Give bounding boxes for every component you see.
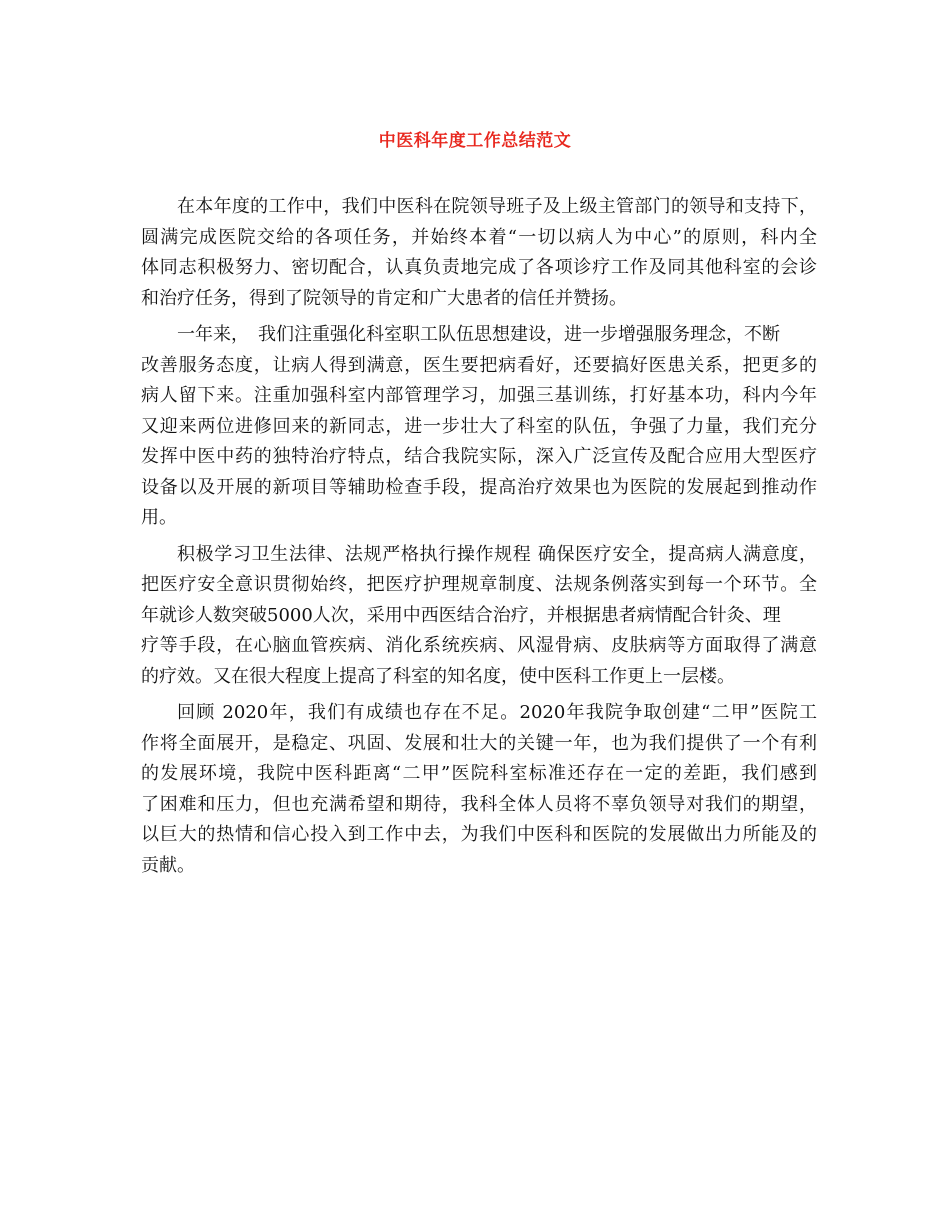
paragraph-line: 以巨大的热情和信心投入到工作中去，为我们中医科和医院的发展做出力所能及的 [141, 824, 817, 845]
document-title: 中医科年度工作总结范文 [378, 131, 572, 151]
paragraph-line: 疗等手段，在心脑血管疾病、消化系统疾病、风湿骨病、皮肤病等方面取得了满意 [141, 635, 817, 656]
paragraph-line: 的疗效。又在很大程度上提高了科室的知名度，使中医科工作更上一层楼。 [141, 665, 735, 687]
paragraph-line: 了困难和压力，但也充满希望和期待，我科全体人员将不辜负领导对我们的期望， [141, 793, 817, 815]
paragraph-line: 和治疗任务，得到了院领导的肯定和广大患者的信任并赞扬。 [141, 287, 627, 309]
paragraph-line: 圆满完成医院交给的各项任务，并始终本着“一切以病人为中心”的原则，科内全 [141, 226, 817, 248]
paragraph-4 [141, 698, 817, 881]
paragraph-line: 在本年度的工作中，我们中医科在院领导班子及上级主管部门的领导和支持下， [177, 196, 817, 217]
paragraph-line: 设备以及开展的新项目等辅助检查手段，提高治疗效果也为医院的发展起到推动作 [141, 476, 817, 498]
paragraph-line: 发挥中医中药的独特治疗特点，结合我院实际，深入广泛宣传及配合应用大型医疗 [141, 446, 817, 467]
paragraph-line: 把医疗安全意识贯彻始终，把医疗护理规章制度、法规条例落实到每一个环节。全 [141, 574, 817, 595]
paragraph-2 [141, 320, 817, 534]
paragraph-line: 又迎来两位进修回来的新同志，进一步壮大了科室的队伍，争强了力量，我们充分 [141, 415, 817, 437]
paragraph-line: 年就诊人数突破5000人次，采用中西医结合治疗，并根据患者病情配合针灸、理 [141, 604, 781, 626]
paragraph-1 [141, 192, 817, 314]
paragraph-line: 回顾 2020年，我们有成绩也存在不足。2020年我院争取创建“二甲”医院工 [177, 702, 817, 723]
paragraph-line: 的发展环境，我院中医科距离“二甲”医院科室标准还存在一定的差距，我们感到 [141, 763, 817, 784]
paragraph-line: 用。 [141, 507, 177, 528]
paragraph-line: 贡献。 [141, 854, 195, 876]
paragraph-line: 改善服务态度，让病人得到满意，医生要把病看好，还要搞好医患关系，把更多的 [141, 354, 817, 376]
paragraph-line: 一年来， 我们注重强化科室职工队伍思想建设，进一步增强服务理念，不断 [177, 324, 780, 345]
paragraph-line: 体同志积极努力、密切配合，认真负责地完成了各项诊疗工作及同其他科室的会诊 [141, 257, 817, 278]
paragraph-3 [141, 540, 817, 693]
paragraph-line: 积极学习卫生法律、法规严格执行操作规程 确保医疗安全，提高病人满意度， [177, 543, 817, 565]
paragraph-line: 作将全面展开，是稳定、巩固、发展和壮大的关键一年，也为我们提供了一个有利 [141, 732, 817, 754]
paragraph-line: 病人留下来。注重加强科室内部管理学习，加强三基训练，打好基本功，科内今年 [141, 385, 817, 406]
document-body [141, 192, 817, 887]
